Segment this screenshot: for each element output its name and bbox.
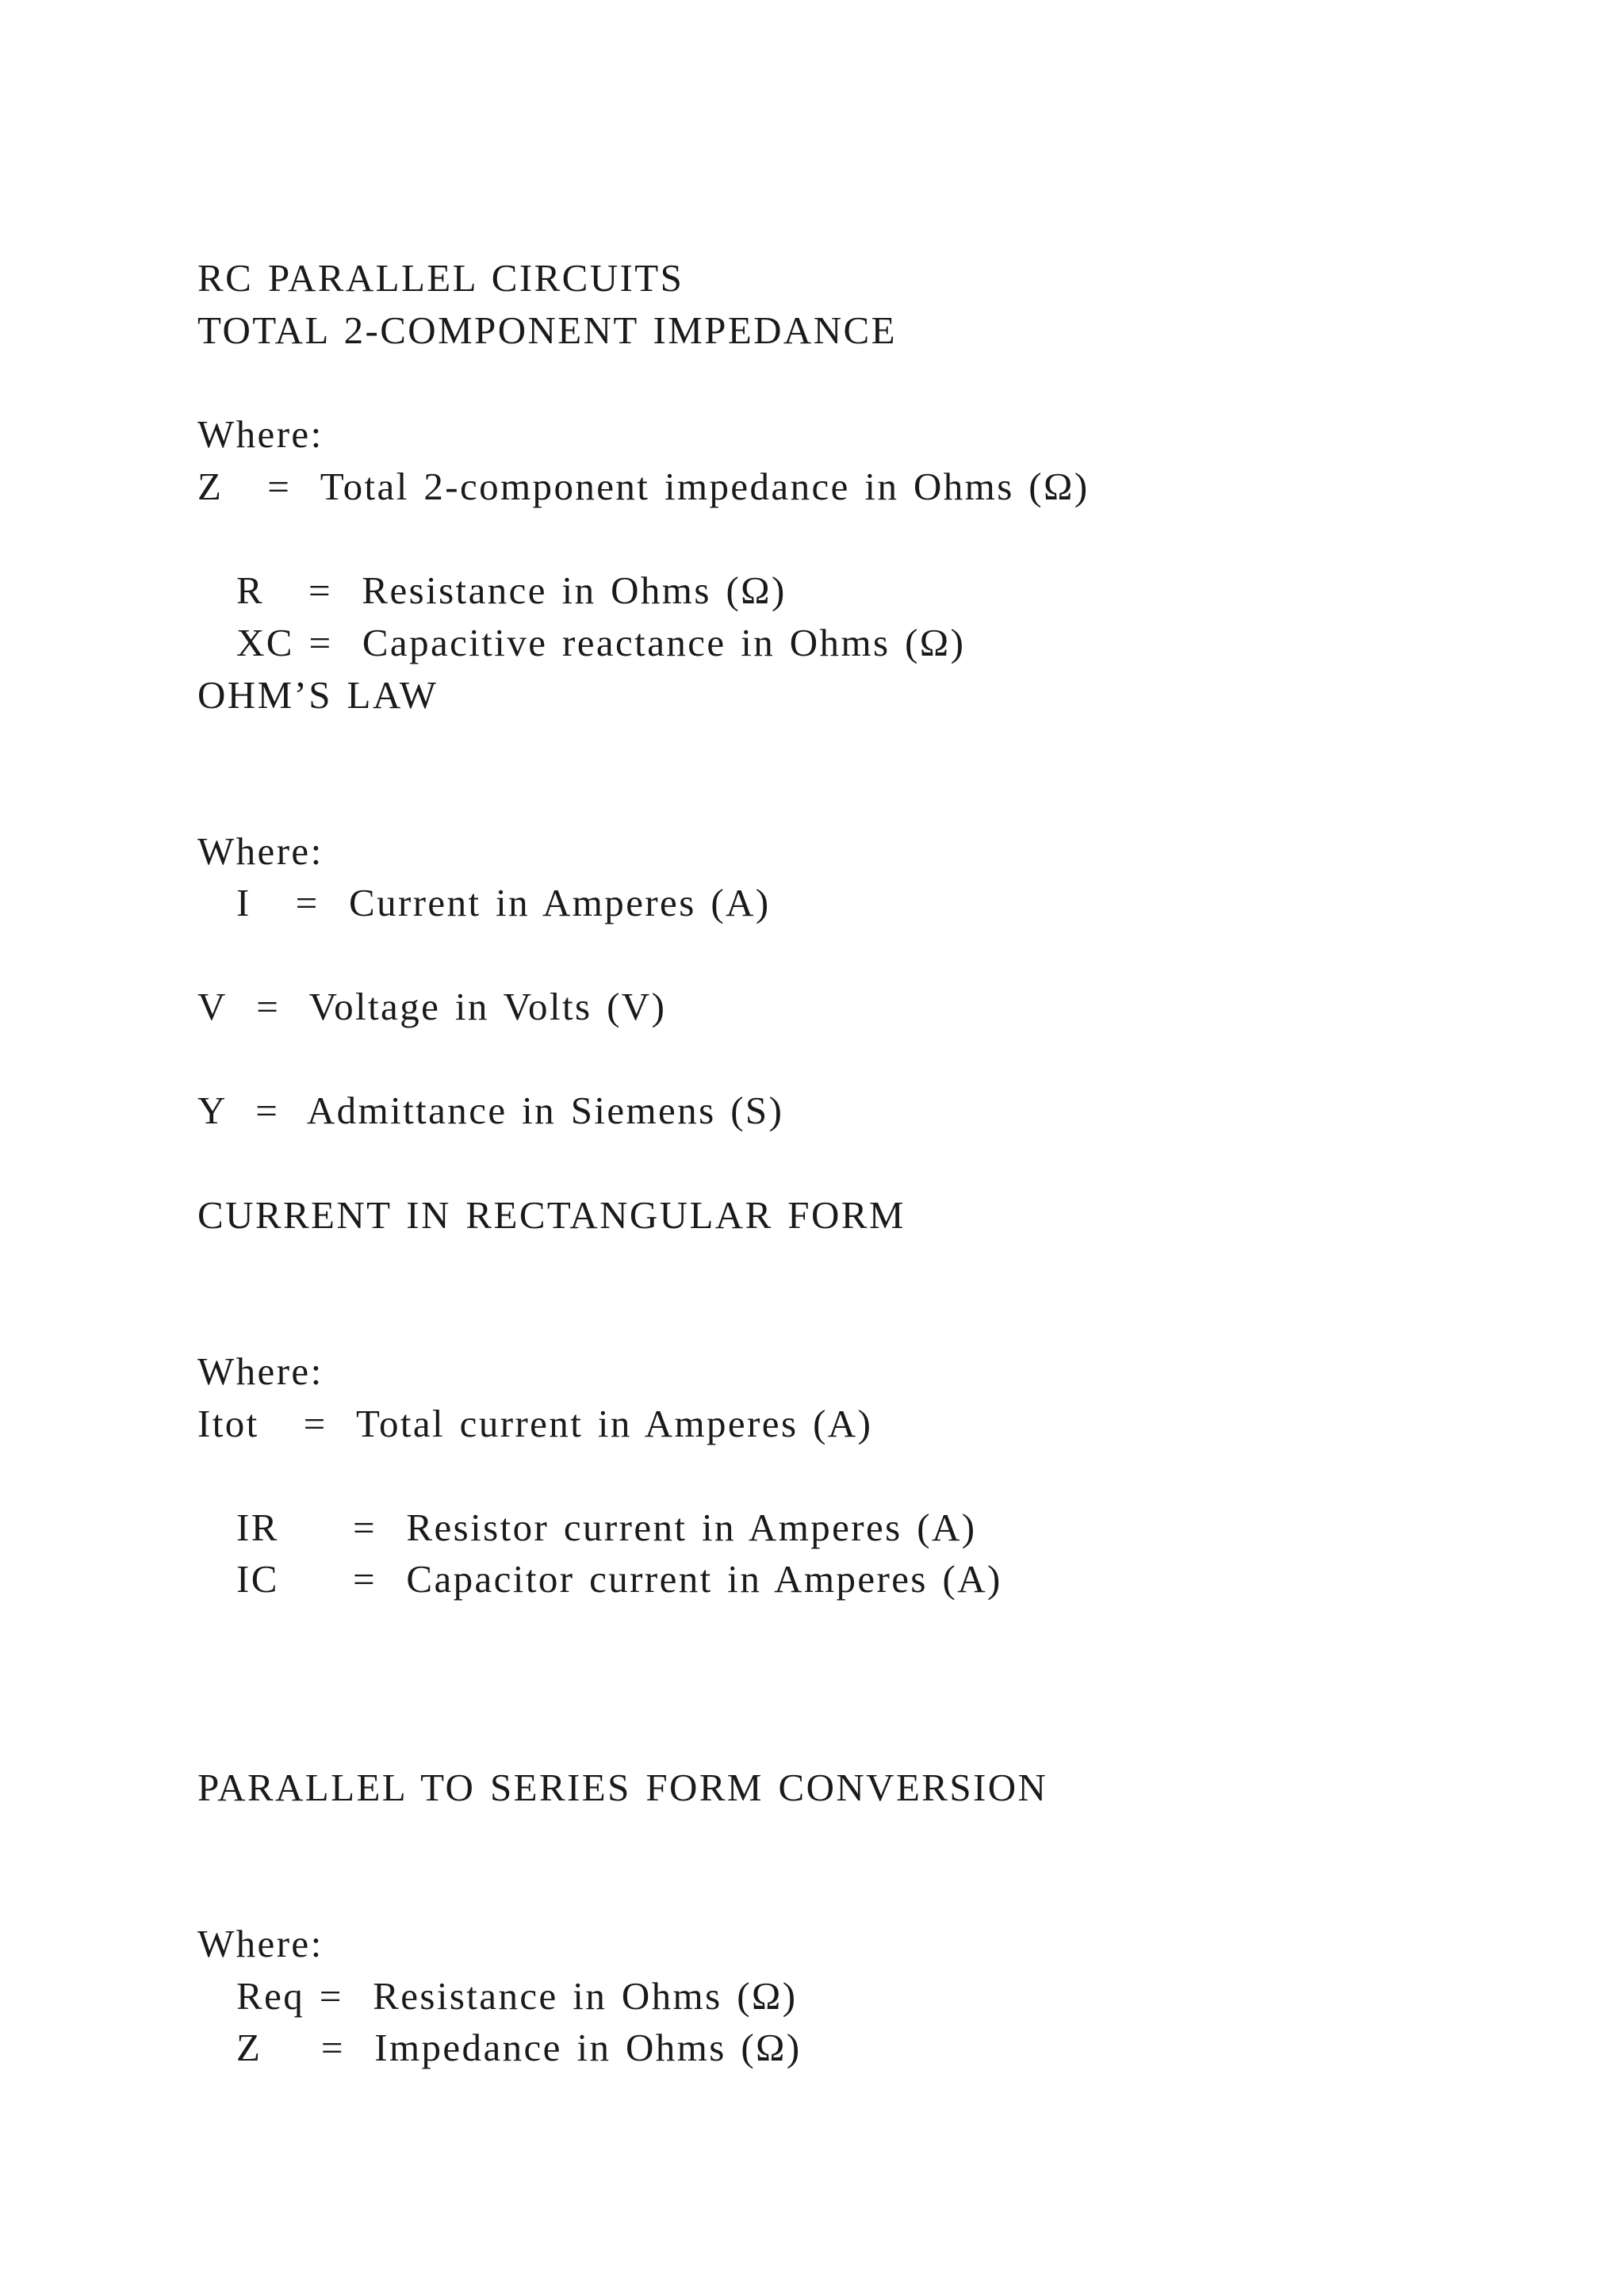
section-title-total-impedance: TOTAL 2-COMPONENT IMPEDANCE [197,308,897,352]
section-title-rc-parallel: RC PARALLEL CIRCUITS [197,256,684,300]
definition-xc: XC = Capacitive reactance in Ohms (Ω) [236,621,966,664]
where-label: Where: [197,412,324,456]
section-title-current-rectangular: CURRENT IN RECTANGULAR FORM [197,1193,906,1237]
where-label: Where: [197,1349,324,1393]
where-label: Where: [197,829,324,873]
definition-y: Y = Admittance in Siemens (S) [197,1089,784,1132]
definition-req: Req = Resistance in Ohms (Ω) [236,1974,798,2018]
section-title-ohms-law: OHM’S LAW [197,673,439,717]
where-label: Where: [197,1922,324,1965]
definition-ic: IC = Capacitor current in Amperes (A) [236,1557,1002,1601]
definition-r: R = Resistance in Ohms (Ω) [236,568,787,612]
definition-i: I = Current in Amperes (A) [236,881,771,924]
definition-ir: IR = Resistor current in Amperes (A) [236,1506,977,1549]
definition-itot: Itot = Total current in Amperes (A) [197,1402,873,1445]
definition-z: Z = Total 2-component impedance in Ohms (Ω) [197,465,1090,508]
section-title-parallel-to-series: PARALLEL TO SERIES FORM CONVERSION [197,1766,1048,1809]
definition-v: V = Voltage in Volts (V) [197,985,667,1028]
definition-z-conversion: Z = Impedance in Ohms (Ω) [236,2026,802,2069]
